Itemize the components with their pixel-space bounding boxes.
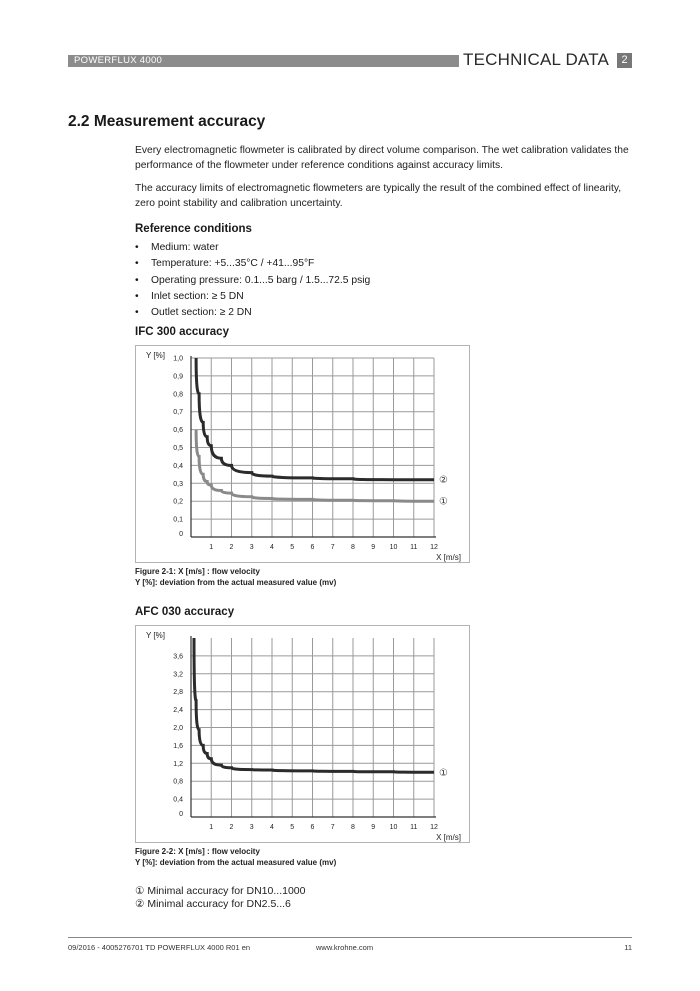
chart-grid [191, 638, 434, 817]
y-tick-label: 0,8 [173, 391, 183, 399]
x-tick-label: 2 [229, 544, 234, 551]
intro-paragraph: Every electromagnetic flowmeter is calibrated by direct volume comparison. The wet calibration validates the performance of the flowmeter under reference conditions against accuracy limits. [135, 145, 629, 171]
x-tick-label: 4 [270, 544, 274, 551]
y-tick-label: 0,2 [173, 498, 183, 506]
y-axis-label: Y [%] [146, 631, 165, 640]
x-tick-label: 7 [330, 544, 335, 551]
y-axis-label: Y [%] [146, 351, 165, 360]
x-tick-label: 8 [351, 544, 355, 551]
x-tick-label: 5 [290, 824, 295, 831]
y-tick-label: 0,4 [173, 796, 183, 804]
legend-item-1: ① Minimal accuracy for DN10...1000 [135, 885, 306, 897]
footer-url: www.krohne.com [316, 943, 374, 952]
y-tick-label: 0,3 [173, 480, 183, 488]
legend-item-2: ② Minimal accuracy for DN2.5...6 [135, 898, 291, 910]
x-tick-label: 5 [290, 544, 295, 551]
y-tick-label: 2,4 [173, 707, 183, 715]
y-tick-label: 3,6 [173, 653, 183, 661]
series-label: ② [439, 475, 448, 487]
y-tick-label: 1,2 [173, 760, 183, 768]
caption-line: Figure 2-1: X [m/s] : flow velocity [135, 567, 260, 576]
series-label: ① [439, 767, 448, 779]
footer-divider [68, 937, 632, 938]
x-axis-label: X [m/s] [436, 833, 461, 842]
y-tick-label: 0,7 [173, 409, 183, 417]
y-tick-label: 0,5 [173, 445, 183, 452]
x-tick-label: 4 [270, 824, 274, 831]
header-section-title: TECHNICAL DATA [463, 50, 610, 69]
curve-legend [135, 885, 305, 911]
ifc300-chart [135, 345, 470, 563]
y-tick-label: 2,0 [173, 725, 183, 732]
x-tick-label: 6 [310, 544, 315, 551]
footer-doc-reference: 09/2016 - 4005276701 TD POWERFLUX 4000 R01 en [68, 943, 251, 952]
list-item: • Outlet section: ≥ 2 DN [135, 305, 370, 321]
y-tick-label: 0,8 [173, 778, 183, 786]
list-item: • Temperature: +5...35°C / +41...95°F [135, 256, 370, 272]
header-product-name: POWERFLUX 4000 [74, 55, 163, 66]
x-tick-label: 11 [410, 544, 418, 551]
ifc300-chart-svg [136, 346, 469, 562]
x-tick-label: 3 [249, 544, 254, 551]
y-tick-label: 0,9 [173, 373, 183, 381]
caption-line: Y [%]: deviation from the actual measured value (mv) [135, 578, 337, 587]
y-tick-label: 0,4 [173, 462, 183, 470]
caption-line: Y [%]: deviation from the actual measured value (mv) [135, 858, 337, 867]
x-tick-label: 12 [430, 824, 438, 831]
accuracy-limits-paragraph: The accuracy limits of electromagnetic flowmeters are typically the result of the combined effect of linearity, zero point stability and calibration uncertainty. [135, 183, 622, 209]
page-number: 11 [624, 943, 632, 952]
reference-conditions-list [135, 240, 370, 321]
y-tick-label: 1,6 [173, 742, 183, 750]
chart-grid [191, 358, 434, 537]
x-tick-label: 2 [229, 824, 234, 831]
afc030-figure-caption [135, 846, 336, 868]
x-axis-label: X [m/s] [436, 553, 461, 562]
x-tick-label: 11 [410, 824, 418, 831]
ifc300-figure-caption [135, 566, 336, 588]
y-tick-label: 3,2 [173, 671, 183, 679]
y-tick-label: 0,6 [173, 427, 183, 435]
list-item: • Operating pressure: 0.1...5 barg / 1.5...72.5 psig [135, 273, 370, 289]
x-tick-label: 1 [209, 544, 214, 551]
x-tick-label: 10 [389, 824, 398, 831]
caption-line: Figure 2-2: X [m/s] : flow velocity [135, 847, 260, 856]
list-item: • Medium: water [135, 240, 370, 256]
series-line [194, 638, 434, 772]
x-tick-label: 12 [430, 544, 438, 551]
chapter-number-badge: 2 [617, 53, 632, 68]
x-tick-label: 8 [351, 824, 355, 831]
y-tick-label: 2,8 [173, 689, 183, 697]
x-tick-label: 3 [249, 824, 254, 831]
ifc300-chart-title: IFC 300 accuracy [135, 326, 229, 338]
x-tick-label: 7 [330, 824, 335, 831]
x-tick-label: 9 [371, 544, 376, 551]
origin-label: 0 [179, 811, 183, 818]
series-label: ① [439, 496, 448, 508]
x-tick-label: 10 [389, 544, 398, 551]
afc030-chart-title: AFC 030 accuracy [135, 606, 235, 618]
y-tick-label: 0,1 [173, 516, 183, 524]
reference-conditions-heading: Reference conditions [135, 223, 252, 235]
x-tick-label: 6 [310, 824, 315, 831]
origin-label: 0 [179, 531, 183, 538]
list-item: • Inlet section: ≥ 5 DN [135, 289, 370, 305]
y-tick-label: 1,0 [173, 355, 183, 363]
afc030-chart [135, 625, 470, 843]
x-tick-label: 9 [371, 824, 376, 831]
section-title: 2.2 Measurement accuracy [68, 113, 266, 130]
x-tick-label: 1 [209, 824, 214, 831]
afc030-chart-svg [136, 626, 469, 842]
